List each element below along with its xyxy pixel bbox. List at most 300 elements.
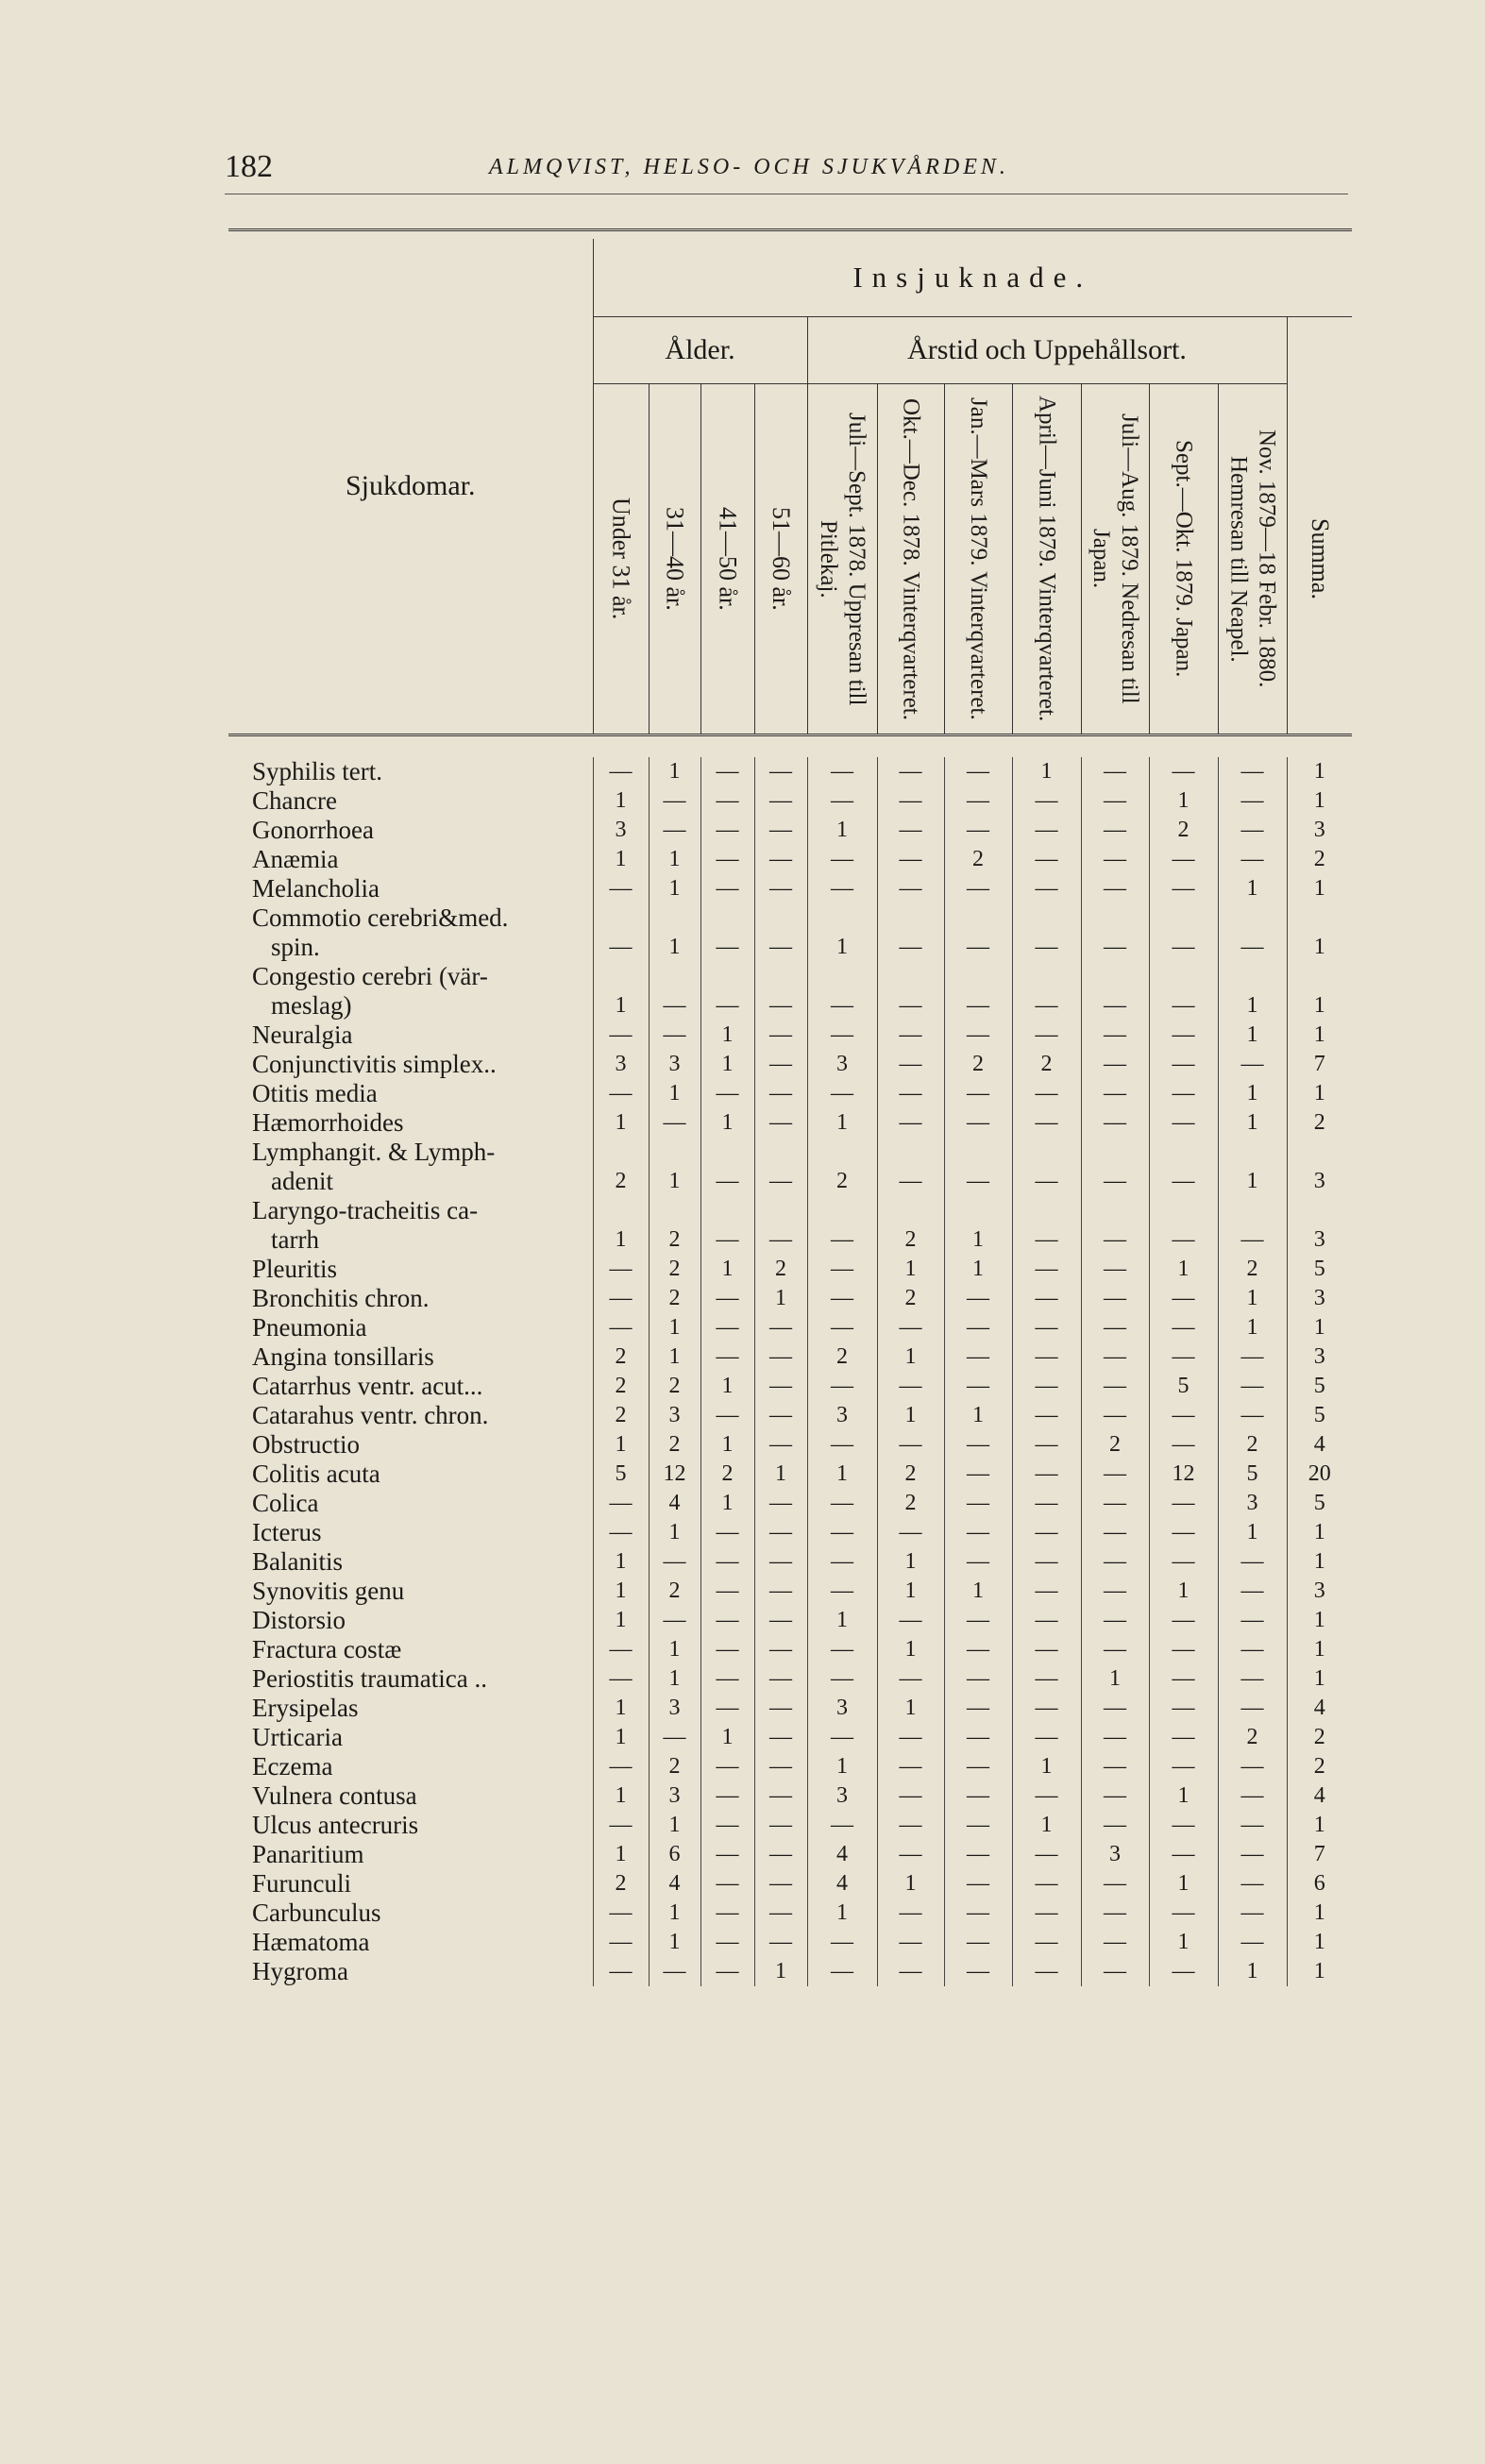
table-cell: — (593, 1021, 649, 1050)
table-cell: — (944, 1430, 1012, 1460)
table-cell: 3 (1287, 1225, 1352, 1255)
table-cell: 20 (1287, 1460, 1352, 1489)
disease-name: Fractura costæ (252, 1635, 402, 1663)
table-cell: — (807, 991, 877, 1021)
table-row (228, 845, 1352, 874)
disease-name: Erysipelas (252, 1694, 359, 1722)
table-cell: — (1081, 1723, 1149, 1752)
table-cell: — (944, 1606, 1012, 1635)
table-cell: 1 (649, 845, 700, 874)
table-cell: — (593, 1957, 649, 1986)
table-row (228, 1635, 1352, 1664)
table-cell (649, 962, 700, 991)
disease-name: Lymphangit. & Lymph- (252, 1138, 496, 1166)
disease-name: Periostitis traumatica .. (252, 1664, 487, 1693)
table-cell: — (1081, 1401, 1149, 1430)
disease-name: Icterus (252, 1518, 322, 1546)
table-cell: — (807, 1723, 877, 1752)
table-cell: — (754, 1547, 807, 1577)
table-cell: — (944, 1167, 1012, 1196)
table-cell: 2 (877, 1489, 944, 1518)
table-cell: — (1218, 1811, 1287, 1840)
table-cell: 1 (807, 933, 877, 962)
table-cell: 1 (649, 1313, 700, 1342)
table-cell: — (944, 1489, 1012, 1518)
table-cell: — (877, 757, 944, 786)
disease-name: Panaritium (252, 1840, 364, 1868)
table-cell: 1 (593, 1108, 649, 1138)
disease-name: Furunculi (252, 1869, 351, 1898)
table-cell: — (1218, 1752, 1287, 1781)
table-cell: — (1149, 1957, 1218, 1986)
table-cell: — (1012, 845, 1081, 874)
table-row (228, 1957, 1352, 1986)
table-cell: — (1081, 1635, 1149, 1664)
table-cell: — (593, 1928, 649, 1957)
table-cell (1218, 1138, 1287, 1167)
table-cell: — (944, 1021, 1012, 1050)
table-cell: — (700, 1401, 754, 1430)
table-cell: — (649, 1547, 700, 1577)
table-cell: 1 (1287, 991, 1352, 1021)
table-cell: 2 (1287, 845, 1352, 874)
table-cell: 1 (1149, 1577, 1218, 1606)
table-cell: — (1081, 1899, 1149, 1928)
table-cell (944, 1196, 1012, 1225)
table-cell: 2 (944, 845, 1012, 874)
table-cell: — (1081, 786, 1149, 816)
table-cell: — (700, 1694, 754, 1723)
table-cell: — (877, 991, 944, 1021)
table-cell: — (649, 786, 700, 816)
disease-name: Hæmorrhoides (252, 1108, 404, 1137)
table-cell: — (593, 1489, 649, 1518)
table-cell (1287, 1196, 1352, 1225)
table-cell: — (1218, 1050, 1287, 1079)
table-cell (649, 1138, 700, 1167)
table-cell: — (754, 1899, 807, 1928)
table-cell: — (807, 1635, 877, 1664)
table-cell: — (1218, 1899, 1287, 1928)
table-cell: — (754, 1489, 807, 1518)
table-cell: — (700, 874, 754, 903)
table-cell: — (1012, 1342, 1081, 1372)
table-cell: — (1149, 1518, 1218, 1547)
table-cell: — (593, 1811, 649, 1840)
disease-name: Congestio cerebri (vär- (252, 962, 488, 990)
table-cell: — (877, 1518, 944, 1547)
table-cell: — (1081, 1255, 1149, 1284)
table-cell: 2 (1081, 1430, 1149, 1460)
table-cell: — (1081, 1577, 1149, 1606)
table-cell: 3 (649, 1781, 700, 1811)
table-row (228, 1606, 1352, 1635)
table-cell: — (1149, 1664, 1218, 1694)
table-cell: 12 (649, 1460, 700, 1489)
table-cell: — (877, 1840, 944, 1869)
table-row (228, 933, 1352, 962)
table-cell: 1 (1287, 1957, 1352, 1986)
table-cell: — (1149, 1079, 1218, 1108)
table-cell (649, 1196, 700, 1225)
table-cell: 5 (593, 1460, 649, 1489)
disease-name: Anæmia (252, 845, 339, 873)
table-cell (1218, 1196, 1287, 1225)
table-cell: — (1149, 757, 1218, 786)
disease-name: Pleuritis (252, 1255, 338, 1283)
table-cell: — (593, 933, 649, 962)
table-cell: 3 (1287, 1284, 1352, 1313)
table-cell (877, 962, 944, 991)
table-cell: — (1149, 1811, 1218, 1840)
table-cell: 3 (593, 816, 649, 845)
table-cell: — (944, 1781, 1012, 1811)
table-cell: — (1081, 1518, 1149, 1547)
table-cell: 1 (1218, 874, 1287, 903)
table-cell: — (1012, 1899, 1081, 1928)
table-cell: — (1081, 1079, 1149, 1108)
table-cell: 1 (1218, 1957, 1287, 1986)
table-cell: — (1081, 1869, 1149, 1899)
table-cell (1149, 1138, 1218, 1167)
table-cell: 1 (1218, 1021, 1287, 1050)
table-cell: — (944, 1840, 1012, 1869)
table-cell: 1 (877, 1694, 944, 1723)
table-row (228, 1840, 1352, 1869)
disease-name: Colitis acuta (252, 1460, 380, 1488)
table-cell: — (1012, 1664, 1081, 1694)
table-cell: 2 (1218, 1723, 1287, 1752)
table-cell: — (877, 1021, 944, 1050)
table-cell: — (754, 1811, 807, 1840)
disease-name: Angina tonsillaris (252, 1342, 434, 1371)
table-cell: — (1081, 991, 1149, 1021)
table-cell: — (1081, 1372, 1149, 1401)
table-cell: 1 (877, 1255, 944, 1284)
table-row (228, 1577, 1352, 1606)
table-cell: 4 (649, 1489, 700, 1518)
table-cell (1287, 1138, 1352, 1167)
table-cell: 1 (1218, 1518, 1287, 1547)
table-cell: 1 (877, 1869, 944, 1899)
table-cell: — (754, 1342, 807, 1372)
table-cell: 1 (700, 1255, 754, 1284)
table-cell: 1 (1149, 1255, 1218, 1284)
table-cell: 1 (649, 874, 700, 903)
table-cell: — (1149, 1606, 1218, 1635)
table-cell: — (700, 1899, 754, 1928)
table-row (228, 1752, 1352, 1781)
column-header: 31—40 år. (649, 384, 700, 735)
disease-name: Hæmatoma (252, 1928, 370, 1956)
table-cell: — (1081, 1050, 1149, 1079)
table-cell: 2 (649, 1577, 700, 1606)
table-cell: — (700, 1577, 754, 1606)
table-cell: — (1218, 1635, 1287, 1664)
table-cell: — (700, 1664, 754, 1694)
disease-name: Conjunctivitis simplex.. (252, 1050, 497, 1078)
table-cell: — (944, 1928, 1012, 1957)
table-cell: — (1149, 1342, 1218, 1372)
table-cell (754, 962, 807, 991)
table-cell: — (1081, 933, 1149, 962)
column-header: April—Juni 1879. Vinterqvarteret. (1012, 384, 1081, 735)
table-cell (700, 1196, 754, 1225)
table-cell: 1 (593, 1606, 649, 1635)
table-cell: 1 (593, 1577, 649, 1606)
table-cell: — (1218, 1664, 1287, 1694)
disease-name: Eczema (252, 1752, 333, 1780)
table-row (228, 1547, 1352, 1577)
table-cell (1081, 1196, 1149, 1225)
group-header: Insjuknade. (593, 239, 1352, 317)
table-cell: — (944, 1635, 1012, 1664)
table-cell (593, 962, 649, 991)
table-cell: — (649, 1957, 700, 1986)
table-cell: 1 (700, 1723, 754, 1752)
table-cell: 1 (593, 991, 649, 1021)
table-cell: 1 (807, 816, 877, 845)
column-header: 51—60 år. (754, 384, 807, 735)
table-cell: — (1081, 1021, 1149, 1050)
table-cell (593, 1138, 649, 1167)
table-cell: — (1218, 1577, 1287, 1606)
table-cell: 2 (1287, 1752, 1352, 1781)
table-cell: — (1218, 933, 1287, 962)
table-cell: 1 (944, 1577, 1012, 1606)
table-cell: 2 (593, 1372, 649, 1401)
table-cell: — (877, 1313, 944, 1342)
table-row (228, 991, 1352, 1021)
table-cell (1012, 903, 1081, 933)
table-cell: 1 (1287, 757, 1352, 786)
table-cell: — (1012, 816, 1081, 845)
table-cell: — (1081, 1928, 1149, 1957)
table-cell: — (1081, 1694, 1149, 1723)
table-cell: — (1081, 1606, 1149, 1635)
table-cell: — (807, 1928, 877, 1957)
table-cell: 1 (1287, 1606, 1352, 1635)
table-cell: 2 (754, 1255, 807, 1284)
table-cell: 3 (593, 1050, 649, 1079)
table-cell: 2 (700, 1460, 754, 1489)
table-cell: 3 (1218, 1489, 1287, 1518)
table-cell: — (877, 1108, 944, 1138)
table-cell: 3 (1287, 1577, 1352, 1606)
table-cell: — (1081, 1460, 1149, 1489)
table-cell: — (807, 757, 877, 786)
disease-name: Melancholia (252, 874, 380, 903)
table-cell: — (1218, 1781, 1287, 1811)
table-cell: — (1012, 991, 1081, 1021)
disease-name-continued: adenit (271, 1167, 333, 1195)
table-cell: — (1149, 1723, 1218, 1752)
table-cell: — (700, 991, 754, 1021)
page-number: 182 (225, 149, 273, 184)
table-cell: — (1149, 845, 1218, 874)
table-cell: 1 (877, 1635, 944, 1664)
table-cell: 1 (1012, 1752, 1081, 1781)
table-cell: — (1081, 1547, 1149, 1577)
table-cell: — (1081, 845, 1149, 874)
table-cell (1149, 1196, 1218, 1225)
table-cell: 3 (649, 1050, 700, 1079)
disease-name: Bronchitis chron. (252, 1284, 430, 1312)
table-cell: 1 (593, 1781, 649, 1811)
table-cell: — (1012, 1225, 1081, 1255)
disease-name: Chancre (252, 786, 337, 815)
column-header: Jan.—Mars 1879. Vinterqvarteret. (944, 384, 1012, 735)
disease-name: Laryngo-tracheitis ca- (252, 1196, 479, 1224)
table-cell: — (700, 1518, 754, 1547)
table-cell: — (593, 1313, 649, 1342)
table-cell: — (1149, 1050, 1218, 1079)
table-cell: — (944, 1869, 1012, 1899)
table-cell: — (944, 1342, 1012, 1372)
table-cell: — (877, 1372, 944, 1401)
table-cell: — (807, 1664, 877, 1694)
table-cell: — (807, 1372, 877, 1401)
table-cell: 1 (944, 1225, 1012, 1255)
table-cell: — (1081, 1313, 1149, 1342)
disease-name: Pneumonia (252, 1313, 367, 1342)
table-cell: — (1081, 1342, 1149, 1372)
table-cell: — (944, 816, 1012, 845)
table-row (228, 1372, 1352, 1401)
age-group-header: Ålder. (593, 317, 807, 384)
table-cell: — (754, 1518, 807, 1547)
table-cell: 2 (593, 1167, 649, 1196)
table-cell: — (1012, 1284, 1081, 1313)
table-cell: — (649, 1606, 700, 1635)
table-row (228, 1899, 1352, 1928)
table-cell: — (807, 1284, 877, 1313)
table-cell: 12 (1149, 1460, 1218, 1489)
table-cell (1149, 903, 1218, 933)
table-cell: 1 (649, 1635, 700, 1664)
table-row (228, 816, 1352, 845)
table-cell: — (754, 1635, 807, 1664)
table-cell (593, 1196, 649, 1225)
table-cell: 3 (807, 1401, 877, 1430)
table-cell: — (649, 991, 700, 1021)
table-cell: — (754, 1694, 807, 1723)
table-cell: 1 (1287, 1518, 1352, 1547)
table-cell: — (1081, 1167, 1149, 1196)
table-cell: — (700, 845, 754, 874)
table-cell: — (1218, 1547, 1287, 1577)
table-cell: — (807, 786, 877, 816)
table-cell: 1 (807, 1108, 877, 1138)
table-row (228, 1401, 1352, 1430)
running-head (225, 149, 1339, 187)
table-cell: 1 (649, 1518, 700, 1547)
table-cell: — (1218, 1225, 1287, 1255)
disease-table-container (228, 228, 1352, 1986)
table-cell: — (1012, 1840, 1081, 1869)
table-cell: — (807, 1577, 877, 1606)
table-cell: — (754, 1869, 807, 1899)
column-header: Juli—Sept. 1878. Uppresan till Pitlekaj. (807, 384, 877, 735)
table-cell (944, 1138, 1012, 1167)
table-cell: — (700, 1781, 754, 1811)
column-header: Juli—Aug. 1879. Nedresan till Japan. (1081, 384, 1149, 735)
table-cell (1218, 903, 1287, 933)
table-cell: 1 (649, 1664, 700, 1694)
table-cell: 1 (1287, 1313, 1352, 1342)
table-row (228, 1460, 1352, 1489)
table-cell: — (877, 1079, 944, 1108)
column-header: Nov. 1879—18 Febr. 1880. Hemresan till Neapel. (1218, 384, 1287, 735)
table-cell: — (1149, 1284, 1218, 1313)
column-header: Okt.—Dec. 1878. Vinterqvarteret. (877, 384, 944, 735)
table-cell: — (1149, 1752, 1218, 1781)
table-cell: 1 (1218, 1167, 1287, 1196)
table-cell: — (593, 1518, 649, 1547)
table-cell: 1 (649, 933, 700, 962)
table-cell: — (1081, 1225, 1149, 1255)
table-cell: — (944, 1899, 1012, 1928)
table-cell: — (700, 1840, 754, 1869)
table-cell: — (700, 1869, 754, 1899)
table-cell: — (593, 1255, 649, 1284)
table-cell (754, 1196, 807, 1225)
disease-name: Commotio cerebri&med. (252, 903, 509, 932)
table-row (228, 1225, 1352, 1255)
table-cell: — (700, 1957, 754, 1986)
table-cell: — (877, 1928, 944, 1957)
table-cell: — (1081, 1957, 1149, 1986)
table-cell: — (1081, 1752, 1149, 1781)
table-cell: — (1218, 1342, 1287, 1372)
disease-name-continued: meslag) (271, 991, 352, 1020)
table-cell: 4 (807, 1869, 877, 1899)
table-cell: — (700, 786, 754, 816)
table-cell (1012, 1138, 1081, 1167)
table-cell: — (944, 786, 1012, 816)
table-cell (1287, 962, 1352, 991)
table-cell: 4 (1287, 1781, 1352, 1811)
table-cell: — (877, 1811, 944, 1840)
table-row (228, 786, 1352, 816)
table-cell: — (1149, 1840, 1218, 1869)
table-cell: — (700, 933, 754, 962)
table-cell: — (754, 1108, 807, 1138)
disease-name: Colica (252, 1489, 319, 1517)
table-cell: — (649, 1108, 700, 1138)
table-cell: — (1012, 1460, 1081, 1489)
disease-name: Otitis media (252, 1079, 378, 1107)
table-cell: 1 (1149, 1928, 1218, 1957)
table-cell: 1 (649, 1899, 700, 1928)
table-cell: — (1012, 1430, 1081, 1460)
table-cell: — (944, 1372, 1012, 1401)
table-cell: — (700, 1811, 754, 1840)
table-cell: — (1149, 1430, 1218, 1460)
table-cell: — (700, 1547, 754, 1577)
table-cell: 1 (593, 845, 649, 874)
table-cell: — (700, 1225, 754, 1255)
column-header: Sept.—Okt. 1879. Japan. (1149, 384, 1218, 735)
table-row (228, 1723, 1352, 1752)
table-cell: — (754, 1606, 807, 1635)
table-cell: — (807, 1021, 877, 1050)
table-cell: — (807, 874, 877, 903)
table-cell: 4 (1287, 1694, 1352, 1723)
table-cell: 1 (807, 1460, 877, 1489)
table-cell: 1 (700, 1430, 754, 1460)
table-cell (1081, 1138, 1149, 1167)
